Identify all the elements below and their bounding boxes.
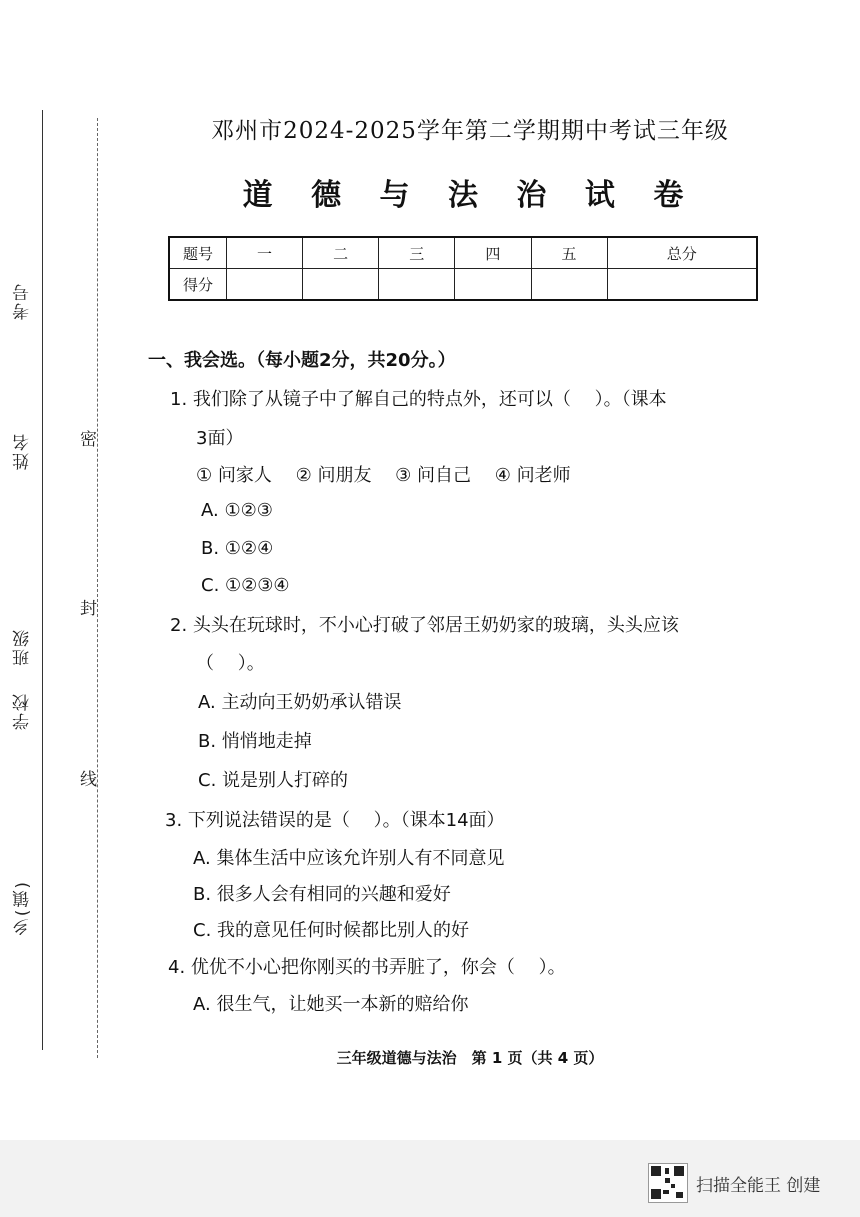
score-table-head-label: 题号 (169, 237, 227, 269)
score-col-2: 二 (303, 237, 379, 269)
score-cell-1[interactable] (227, 269, 303, 301)
score-cell-5[interactable] (531, 269, 607, 301)
scanner-watermark (648, 1163, 820, 1203)
field-township-label: 乡(镇) (13, 880, 33, 936)
seal-char-xian: 线 (80, 770, 97, 790)
question-2-option-b[interactable]: B. 悄悄地走掉 (198, 731, 312, 752)
question-3-option-c[interactable]: C. 我的意见任何时候都比别人的好 (193, 920, 470, 941)
margin-dashed-line (97, 118, 98, 1058)
score-col-3: 三 (379, 237, 455, 269)
score-table-score-row (169, 269, 757, 301)
score-cell-4[interactable] (455, 269, 531, 301)
score-col-5: 五 (531, 237, 607, 269)
section-heading: 一、我会选。（每小题2分，共20分。） (148, 350, 456, 371)
question-1-choices: ① 问家人 ② 问朋友 ③ 问自己 ④ 问老师 (196, 465, 571, 486)
question-1-option-b[interactable]: B. ①②④ (201, 538, 274, 559)
qr-code-icon (648, 1163, 688, 1203)
score-col-1: 一 (227, 237, 303, 269)
field-class-label: 班级 (13, 628, 33, 666)
score-table-score-label: 得分 (169, 269, 227, 301)
score-cell-3[interactable] (379, 269, 455, 301)
question-2-option-c[interactable]: C. 说是别人打碎的 (198, 770, 349, 791)
seal-char-mi: 密 (80, 430, 97, 450)
field-name-label: 姓名 (13, 432, 33, 470)
score-cell-2[interactable] (303, 269, 379, 301)
seal-char-feng: 封 (80, 599, 97, 619)
margin-solid-line (42, 110, 43, 1050)
question-1-line-2: 3面） (196, 428, 244, 449)
question-2-option-a[interactable]: A. 主动向王奶奶承认错误 (198, 692, 402, 713)
page-footer: 三年级道德与法治 第 1 页（共 4 页） (336, 1049, 604, 1067)
question-2-line-1: 2. 头头在玩球时，不小心打破了邻居王奶奶家的玻璃，头头应该 (170, 615, 679, 636)
question-3-line-1: 3. 下列说法错误的是（ ）。（课本14面） (165, 810, 505, 831)
field-exam-number-label: 考号 (13, 282, 33, 320)
exam-subtitle: 邓州市2024-2025学年第二学期期中考试三年级 (211, 118, 729, 144)
question-2-line-2: （ ）。 (196, 653, 265, 674)
score-table (168, 236, 758, 301)
field-school-label: 学校 (13, 692, 33, 730)
question-1-option-c[interactable]: C. ①②③④ (201, 575, 290, 596)
watermark-text: 扫描全能王 创建 (696, 1175, 821, 1196)
score-cell-total[interactable] (607, 269, 757, 301)
score-col-4: 四 (455, 237, 531, 269)
question-3-option-a[interactable]: A. 集体生活中应该允许别人有不同意见 (193, 848, 505, 869)
score-table-header-row (169, 237, 757, 269)
question-3-option-b[interactable]: B. 很多人会有相同的兴趣和爱好 (193, 884, 451, 905)
question-4-line-1: 4. 优优不小心把你刚买的书弄脏了，你会（ ）。 (168, 957, 566, 978)
question-4-option-a[interactable]: A. 很生气，让她买一本新的赔给你 (193, 994, 469, 1015)
score-col-total: 总分 (607, 237, 757, 269)
question-1-option-a[interactable]: A. ①②③ (201, 500, 273, 521)
exam-title: 道 德 与 法 治 试 卷 (242, 178, 698, 213)
question-1-line-1: 1. 我们除了从镜子中了解自己的特点外，还可以（ ）。（课本 (170, 389, 667, 410)
